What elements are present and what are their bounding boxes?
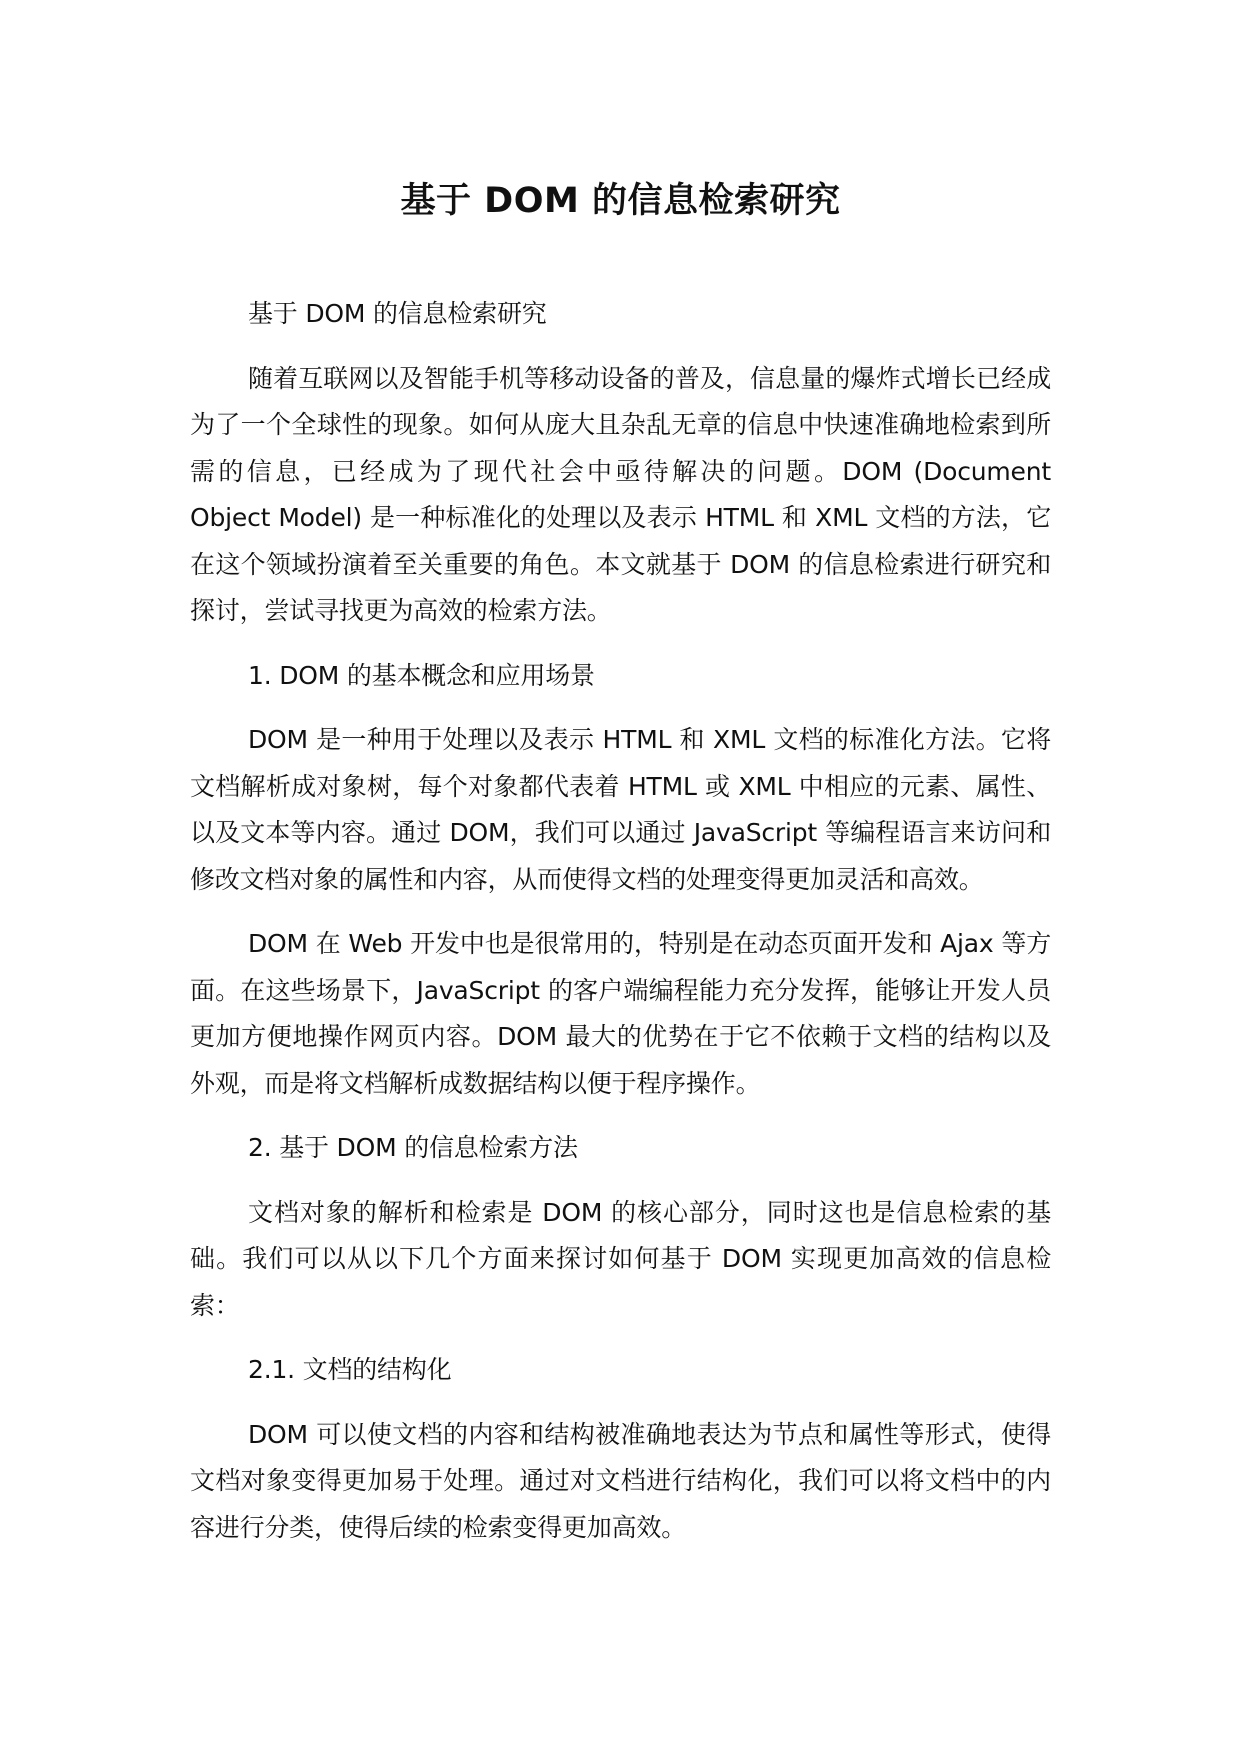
document-title: 基于 DOM 的信息检索研究 (400, 181, 841, 221)
paragraph-dom-web: DOM 在 Web 开发中也是很常用的，特别是在动态页面开发和 Ajax 等方面。在这些场景下，JavaScript 的客户端编程能力充分发挥，能够让开发人员更加方便地操作网页内容。DOM 最大的优势在于它不依赖于文档的结构以及外观，而是将文档解析成数据结构以便于程序操作。 (190, 929, 1051, 1098)
section-heading-2: 2. 基于 DOM 的信息检索方法 (248, 1133, 578, 1162)
paragraph-dom-definition: DOM 是一种用于处理以及表示 HTML 和 XML 文档的标准化方法。它将文档解析成对象树，每个对象都代表着 HTML 或 XML 中相应的元素、属性、以及文本等内容。通过 DOM，我们可以通过 JavaScript 等编程语言来访问和修改文档对象的属性和内容，从而使得文档的处理变得更加灵活和高效。 (190, 725, 1051, 894)
paragraph-retrieval-intro: 文档对象的解析和检索是 DOM 的核心部分，同时这也是信息检索的基础。我们可以从以下几个方面来探讨如何基于 DOM 实现更加高效的信息检索： (190, 1197, 1051, 1320)
paragraph-subtitle: 基于 DOM 的信息检索研究 (248, 299, 547, 328)
paragraph-structuring: DOM 可以使文档的内容和结构被准确地表达为节点和属性等形式，使得文档对象变得更加易于处理。通过对文档进行结构化，我们可以将文档中的内容进行分类，使得后续的检索变得更加高效。 (190, 1419, 1051, 1542)
paragraph-intro: 随着互联网以及智能手机等移动设备的普及，信息量的爆炸式增长已经成为了一个全球性的现象。如何从庞大且杂乱无章的信息中快速准确地检索到所需的信息，已经成为了现代社会中亟待解决的问题。DOM (Document Object Model) 是一种标准化的处理以及表示 HTML 和 XML 文档的方法，它在这个领域扮演着至关重要的角色。本文就基于 DOM 的信息检索进行研究和探讨，尝试寻找更为高效的检索方法。 (190, 363, 1051, 625)
section-heading-2-1: 2.1. 文档的结构化 (248, 1355, 452, 1384)
section-heading-1: 1. DOM 的基本概念和应用场景 (248, 660, 595, 690)
